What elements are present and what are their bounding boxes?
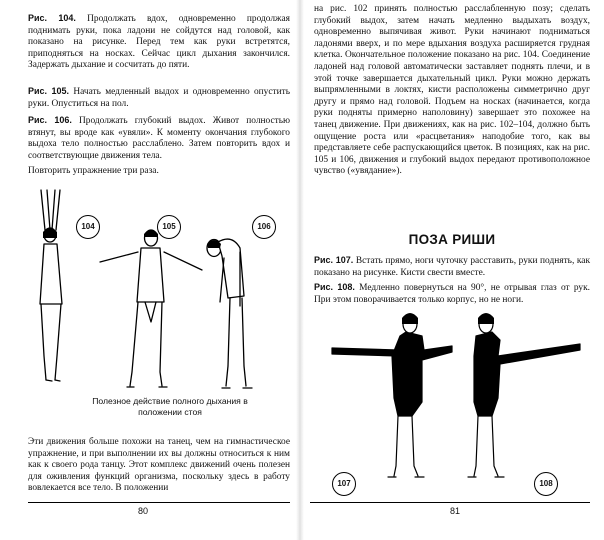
figure-caption: Полезное действие полного дыхания в положении стоя	[92, 396, 248, 417]
figure-105-illustration	[96, 222, 206, 392]
paragraph-text: Встать прямо, ноги чуточку расставить, руки поднять, как показано на рисунке. Кисти свести вместе.	[314, 256, 591, 278]
body-paragraph: Эти движения больше похожи на танец, чем на гимнастическое упражнение, и при выполнении их вы должны относиться к ним как к своего рода танцу. Этот комплекс движений очень полезен для оживления функций организма, поскольку здесь в работу вовлекается все тело. В положении	[28, 437, 290, 494]
left-page	[0, 0, 300, 540]
footer-rule	[28, 502, 290, 503]
figure-number-105: 105	[157, 215, 181, 239]
figure-106-illustration	[200, 226, 258, 396]
paragraph-fig-104	[28, 13, 290, 72]
page-number-left: 80	[138, 506, 149, 516]
repeat-instruction: Повторить упражнение три раза.	[28, 166, 159, 176]
figure-107-illustration	[322, 306, 454, 482]
figure-number-106: 106	[252, 215, 276, 239]
figure-number-107: 107	[332, 472, 356, 496]
continued-paragraph: на рис. 102 принять полностью расслабленную позу; сделать глубокий выдох, затем начать медленно выдыхать воздух, одновременно выпячивая живот. Руки начинают подниматься ладонями вверх, и по мере вдыхания воздуха расширяется грудная клетка. Окончательное положение показано на рис. 104. Соединение ладоней над головой автоматически заставляет поднять плечи, и в этой точке завершается дыхательный цикл. Руки можно держать выпрямленными в локтях, кисти расположены симметрично друг другу и прямо над головой. Подъем на носках (начинается, когда руки подняты примерно наполовину) завершает это похожее на танец движение. При движениях, как на рис. 102–104, должно быть ощущение роста или «расцветания» наподобие того, как вы представляете себе распускающийся цветок. В позициях, как на рис. 105 и 106, движения и глубокий выдох передают противоположное чувство («увядание»).	[314, 4, 590, 177]
figure-number-108: 108	[534, 472, 558, 496]
paragraph-text: Начать медленный выдох и одновременно опустить руки. Опуститься на пол.	[28, 87, 291, 109]
paragraph-fig-107	[314, 255, 590, 279]
section-heading: ПОЗА РИШИ	[408, 232, 496, 247]
paragraph-text: Продолжать глубокий выдох. Живот полностью втянут, вы вроде как «увяли». К моменту окончания глубокого выдоха тело полностью расслаблено. Затем повторить вдох и соответствующие движения тела.	[28, 116, 291, 161]
figure-number-104: 104	[76, 215, 100, 239]
figure-104-illustration	[24, 186, 76, 386]
figure-label: Рис. 105.	[28, 86, 70, 96]
paragraph-fig-105	[28, 86, 290, 110]
right-page	[300, 0, 604, 540]
paragraph-fig-108	[314, 282, 590, 306]
paragraph-text: Медленно повернуться на 90°, не отрывая глаз от рук. При этом поворачивается только корпус, но не ноги.	[314, 283, 591, 305]
figure-108-illustration	[452, 306, 584, 482]
figure-label: Рис. 107.	[314, 255, 354, 265]
figure-label: Рис. 108.	[314, 282, 355, 292]
paragraph-fig-106	[28, 115, 290, 162]
figure-label: Рис. 104.	[28, 13, 76, 23]
figure-label: Рис. 106.	[28, 115, 72, 125]
page-number-right: 81	[450, 506, 461, 516]
paragraph-text: Продолжать вдох, одновременно продолжая поднимать руки, пока ладони не сойдутся над головой, как показано на рисунке. Перед тем как руки встретятся, приподняться на носках. Сейчас цикл дыхания закончился. Задержать дыхание и сосчитать до пяти.	[28, 14, 290, 71]
footer-rule	[310, 502, 590, 503]
